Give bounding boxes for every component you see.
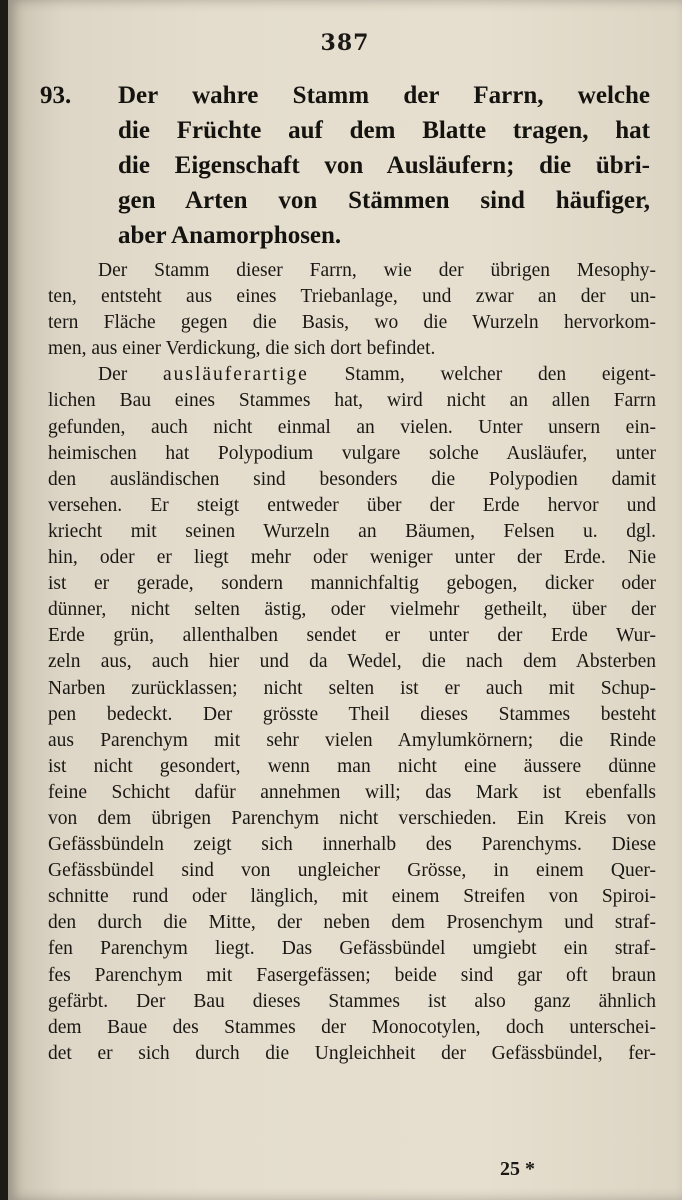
text-line: heimischen hat Polypodium vulgare solche Ausläufer, unter xyxy=(48,442,656,464)
text-line: dem Baue des Stammes der Monocotylen, doch unterschei- xyxy=(48,1016,656,1038)
text-line: gefärbt. Der Bau dieses Stammes ist also ganz ähnlich xyxy=(48,990,656,1012)
heading-line: gen Arten von Stämmen sind häufiger, xyxy=(118,187,650,214)
text-line: ist nicht gesondert, wenn man nicht eine äussere dünne xyxy=(48,755,656,777)
heading-line: die Eigenschaft von Ausläufern; die übri- xyxy=(118,152,650,179)
paragraph xyxy=(48,362,656,1067)
text-line: pen bedeckt. Der grösste Theil dieses Stammes besteht xyxy=(48,703,656,725)
text-fragment: Der xyxy=(98,364,163,386)
text-line: hin, oder er liegt mehr oder weniger unter der Erde. Nie xyxy=(48,547,656,569)
text-line: tern Fläche gegen die Basis, wo die Wurzeln hervorkom- xyxy=(48,312,656,334)
text-fragment: Stamm, welcher den eigent- xyxy=(308,364,656,386)
text-line: aus Parenchym mit sehr vielen Amylumkörnern; die Rinde xyxy=(48,729,656,751)
text-line: von dem übrigen Parenchym nicht verschieden. Ein Kreis von xyxy=(48,807,656,829)
text-line: kriecht mit seinen Wurzeln an Bäumen, Felsen u. dgl. xyxy=(48,520,656,542)
text-line: versehen. Er steigt entweder über der Erde hervor und xyxy=(48,494,656,516)
text-line: Gefässbündeln zeigt sich innerhalb des Parenchyms. Diese xyxy=(48,834,656,856)
section-heading xyxy=(40,78,650,253)
text-line: fen Parenchym liegt. Das Gefässbündel umgiebt ein straf- xyxy=(48,938,656,960)
text-line: Narben zurücklassen; nicht selten ist er auch mit Schup- xyxy=(48,677,656,699)
text-line: zeln aus, auch hier und da Wedel, die nach dem Absterben xyxy=(48,651,656,673)
heading-line: aber Anamorphosen. xyxy=(118,222,342,249)
text-line: det er sich durch die Ungleichheit der Gefässbündel, fer- xyxy=(48,1042,656,1064)
text-line: den durch die Mitte, der neben dem Prosenchym und straf- xyxy=(48,912,656,934)
text-line: men, aus einer Verdickung, die sich dort befindet. xyxy=(48,338,436,360)
page-number: 387 xyxy=(320,30,370,56)
text-line: lichen Bau eines Stammes hat, wird nicht an allen Farrn xyxy=(48,390,656,412)
text-line: Gefässbündel sind von ungleicher Grösse, in einem Quer- xyxy=(48,860,656,882)
text-line: Der Stamm dieser Farrn, wie der übrigen Mesophy- xyxy=(98,260,656,281)
paragraph xyxy=(48,258,656,362)
text-line: dünner, nicht selten ästig, oder vielmehr getheilt, über der xyxy=(48,599,656,621)
text-line: ist er gerade, sondern mannichfaltig gebogen, dicker oder xyxy=(48,573,656,595)
heading-line: die Früchte auf dem Blatte tragen, hat xyxy=(118,117,650,144)
text-line: schnitte rund oder länglich, mit einem Streifen von Spiroi- xyxy=(48,886,656,908)
signature-mark: 25 * xyxy=(500,1158,535,1180)
text-line: feine Schicht dafür annehmen will; das Mark ist ebenfalls xyxy=(48,781,656,803)
text-line: den ausländischen sind besonders die Polypodien damit xyxy=(48,468,656,490)
text-line xyxy=(48,362,656,388)
text-line: ten, entsteht aus eines Triebanlage, und zwar an der un- xyxy=(48,286,656,308)
section-number: 93. xyxy=(40,82,72,109)
book-page xyxy=(8,0,682,1200)
emphasized-term: ausläuferartige xyxy=(162,364,309,386)
body-text xyxy=(48,258,656,1067)
text-line: fes Parenchym mit Fasergefässen; beide sind gar oft braun xyxy=(48,964,656,986)
heading-line: Der wahre Stamm der Farrn, welche xyxy=(118,82,650,109)
text-line: gefunden, auch nicht einmal an vielen. Unter unsern ein- xyxy=(48,416,656,438)
text-line: Erde grün, allenthalben sendet er unter der Erde Wur- xyxy=(48,625,656,647)
